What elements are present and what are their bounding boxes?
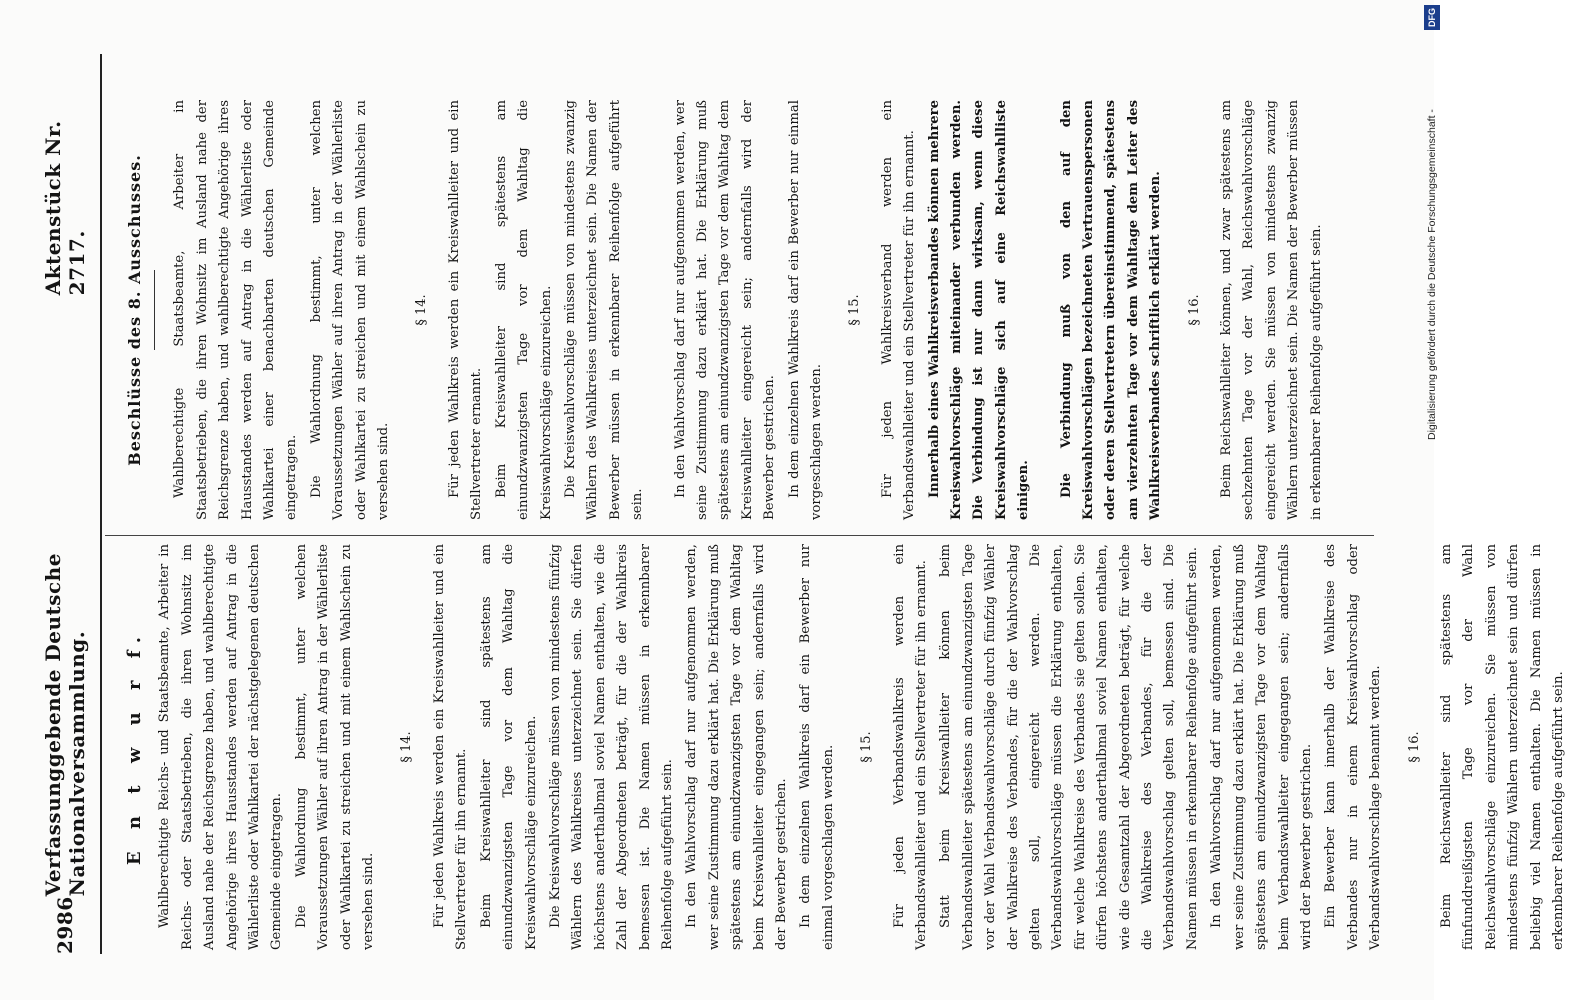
paragraph: In den Wahlvorschlag darf nur aufgenommen werden, wer seine Zustimmung dazu erklärt hat. Die Erklärung muß spätestens am einundzwanzigsten Tage vor dem Wahltag beim Kreiswahlleiter eingegangen sein; andernfalls wird der Bewerber gestrichen. (684, 544, 789, 950)
paragraph: In dem einzelnen Wahlkreis darf ein Bewerber nur einmal vorgeschlagen werden. (798, 544, 836, 950)
right-column-committee (110, 100, 1330, 520)
section-heading: § 14. (414, 294, 430, 326)
left-column-draft (110, 544, 1572, 950)
paragraph: Wahlberechtigte Staatsbeamte, Arbeiter in Staatsbetrieben, die ihren Wohnsitz im Ausland nahe der Reichsgrenze haben, und wahlberechtigte Angehörige ihres Hausstandes werden auf Antrag in die Wählerliste oder Wahlkartei einer benachbarten deutschen Gemeinde eingetragen. (172, 100, 300, 520)
paragraph: In den Wahlvorschlag darf nur aufgenommen werden, wer seine Zustimmung dazu erklärt hat. Die Erklärung muß spätestens am einundzwanzigsten Tage vor dem Wahltag beim Verbandswahlleiter eingegangen sein; andernfalls wird der Bewerber gestrichen. (1209, 544, 1314, 950)
paragraph-spacer (1038, 100, 1056, 520)
paragraph: Beim Reichswahlleiter sind spätestens am fünfunddreißigsten Tage vor der Wahl Reichswahlvorschläge einzureichen. Sie müssen von mindestens fünfzig Wählern unterzeichnet sein und dürfen beliebig viel Namen enthalten. Die Namen müssen in erkennbarer Reihenfolge aufgeführt sein. (1438, 544, 1566, 950)
paragraph: Beim Kreiswahlleiter sind spätestens am einundzwanzigsten Tage vor dem Wahltag die Kreiswahlvorschläge einzureichen. (478, 544, 539, 950)
right-column-heading: Beschlüsse des 8. Ausschusses. (125, 154, 144, 466)
paragraph: Für jeden Wahlkreis werden ein Kreiswahlleiter und ein Stellvertreter ernannt. (446, 100, 485, 520)
page-number: 2986 (53, 896, 77, 954)
section-heading: § 15. (847, 294, 863, 326)
credit-text: Digitalisierung gefördert durch die Deutsche Forschungsgemeinschaft - (1426, 109, 1438, 440)
paragraph: Die Kreiswahlvorschläge müssen von mindestens fünfzig Wählern des Wahlkreises unterzeichnet sein. Sie dürfen höchstens anderthalbmal soviel Namen enthalten, wie die Zahl der Abgeordneten beträgt, für die der Wahlkreis bemessen ist. Die Namen müssen in erkennbarer Reihenfolge aufgeführt sein. (547, 544, 675, 950)
section-heading: § 16. (1406, 731, 1422, 763)
section-heading: § 15. (859, 731, 875, 763)
column-divider (105, 535, 1374, 536)
paragraph: Ein Bewerber kann innerhalb der Wahlkreise des Verbandes nur in einem Kreiswahlvorschlag oder Verbandswahlvorschlage benannt werden. (1323, 544, 1384, 950)
section-heading: § 14. (399, 731, 415, 763)
paragraph: Beim Reichswahlleiter können, und zwar spätestens am sechzehnten Tage vor der Wahl, Reichswahlvorschläge eingereicht werden. Sie müssen von mindestens zwanzig Wählern unterzeichnet sein. Die Namen der Bewerber müssen in erkennbarer Reihenfolge aufgeführt sein. (1219, 100, 1324, 520)
amended-paragraph: Innerhalb eines Wahlkreisverbandes können mehrere Kreiswahlvorschläge miteinander verbunden werden. Die Verbindung ist nur dann wirksam, wenn diese Kreiswahlvorschläge sich auf eine Reichswahlliste einigen. (926, 100, 1032, 520)
paragraph: Für jeden Verbandswahlkreis werden ein Verbandswahlleiter und ein Stellvertreter für ihn ernannt. (891, 544, 929, 950)
paragraph: Die Kreiswahlvorschläge müssen von mindestens zwanzig Wählern des Wahlkreises unterzeichnet sein. Die Namen der Bewerber müssen in erkennbarer Reihenfolge aufgeführt sein. (562, 100, 646, 520)
paragraph: Statt beim Kreiswahlleiter können beim Verbandswahlleiter spätestens am einundzwanzigsten Tage vor der Wahl Verbandswahlvorschläge durch fünfzig Wähler der Wahlkreise des Verbandes, für die der Wahlvorschlag gelten soll, eingereicht werden. Die Verbandswahlvorschläge müssen die Erklärung enthalten, für welche Wahlkreise des Verbandes sie gelten sollen. Sie dürfen höchstens anderthalbmal soviel Namen enthalten, wie die Gesamtzahl der Abgeordneten beträgt, für welche die Wahlkreise des Verbandes, für die der Verbandswahlvorschlag gelten soll, bemessen sind. Die Namen müssen in erkennbarer Reihenfolge aufgeführt sein. (938, 544, 1200, 950)
left-column-heading: E n t w u r f. (124, 628, 145, 866)
amended-paragraph: Die Verbindung muß von den auf den Kreiswahlvorschlägen bezeichneten Vertrauenspersonen oder deren Stellvertretern übereinstimmend, spätestens am vierzehnten Tage vor dem Wahltage dem Leiter des Wahlkreisverbandes schriftlich erklärt werden. (1058, 100, 1164, 520)
paragraph: Wahlberechtigte Reichs- und Staatsbeamte, Arbeiter in Reichs- oder Staatsbetrieben, die ihren Wohnsitz im Ausland nahe der Reichsgrenze haben, und wahlberechtigte Angehörige ihres Hausstandes werden auf Antrag in die Wählerliste oder Wahlkartei der nächstgelegenen deutschen Gemeinde eingetragen. (157, 544, 285, 950)
paragraph: Beim Kreiswahlleiter sind spätestens am einundzwanzigsten Tage vor dem Wahltag die Kreiswahlvorschläge einzureichen. (493, 100, 554, 520)
running-header (30, 54, 102, 954)
paragraph-spacer (652, 100, 670, 520)
document-number: Aktenstück Nr. 2717. (41, 120, 89, 296)
publication-title: Verfassunggebende Deutsche Nationalversammlung. (41, 553, 89, 897)
paragraph: In den Wahlvorschlag darf nur aufgenommen werden, wer seine Zustimmung dazu erklärt hat. Die Erklärung muß spätestens am einundzwanzigsten Tage vor dem Wahltag dem Kreiswahlleiter eingereicht sein; andernfalls wird der Bewerber gestrichen. (672, 100, 778, 520)
heading-rule (154, 270, 155, 350)
digitization-credit (1425, 0, 1439, 1000)
dfg-logo: DFG (1424, 5, 1440, 30)
paragraph: Für jeden Wahlkreisverband werden ein Verbandswahlleiter und ein Stellvertreter für ihn ernannt. (879, 100, 918, 520)
paragraph: Die Wahlordnung bestimmt, unter welchen Voraussetzungen Wähler auf ihren Antrag in der Wählerliste oder Wahlkartei zu streichen und mit einem Wahlschein zu versehen sind. (293, 544, 377, 950)
section-heading: § 16. (1186, 294, 1202, 326)
paragraph: Die Wahlordnung bestimmt, unter welchen Voraussetzungen Wähler auf ihren Antrag in der Wählerliste oder Wahlkartei zu streichen und mit einem Wahlschein zu versehen sind. (308, 100, 392, 520)
left-column-body (154, 544, 1570, 950)
right-column-body (169, 100, 1328, 520)
paragraph: Für jeden Wahlkreis werden ein Kreiswahlleiter und ein Stellvertreter für ihn ernannt. (431, 544, 470, 950)
paragraph: In dem einzelnen Wahlkreis darf ein Bewerber nur einmal vorgeschlagen werden. (786, 100, 824, 520)
